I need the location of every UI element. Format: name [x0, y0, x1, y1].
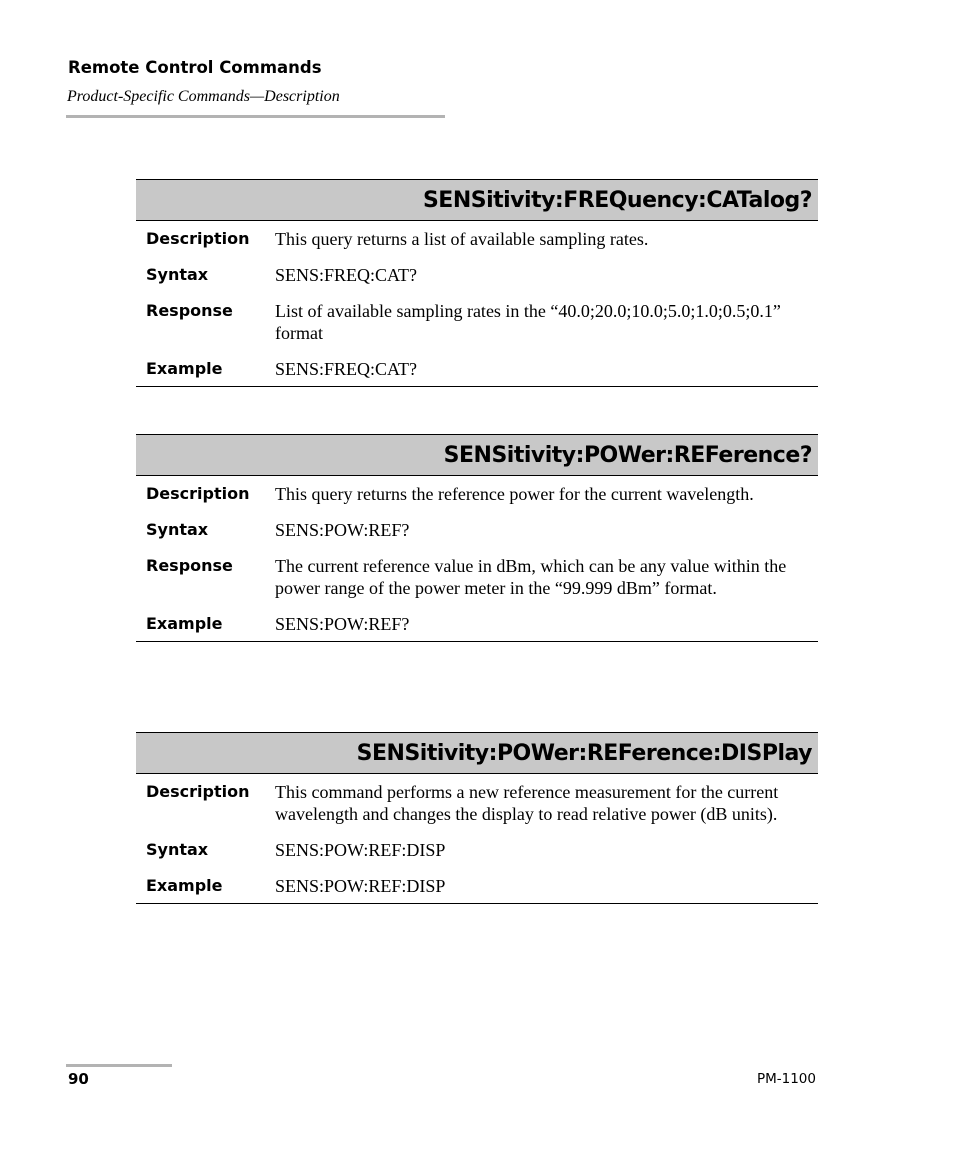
running-header-subtitle: Product-Specific Commands—Description [67, 88, 340, 105]
command-block-power-reference [136, 434, 818, 642]
description-row [136, 228, 818, 250]
page-number: 90 [68, 1070, 89, 1088]
row-value: List of available sampling rates in the “40.0;20.0;10.0;5.0;1.0;0.5;0.1” format [275, 301, 781, 343]
header-rule [66, 115, 445, 118]
command-block-freq-catalog [136, 179, 818, 387]
command-title: SENSitivity:FREQuency:CATalog? [136, 179, 818, 221]
row-label: Description [146, 782, 250, 801]
command-title: SENSitivity:POWer:REFerence:DISPlay [136, 732, 818, 774]
row-value: This command performs a new reference measurement for the current wavelength and changes the display to read relative power (dB units). [275, 782, 779, 824]
row-value: SENS:POW:REF? [275, 520, 410, 540]
row-value: SENS:FREQ:CAT? [275, 359, 418, 379]
description-row [136, 483, 818, 505]
row-value: SENS:POW:REF:DISP [275, 840, 446, 860]
response-row [136, 300, 818, 344]
row-label: Description [146, 484, 250, 503]
response-row [136, 555, 818, 599]
example-row [136, 613, 818, 635]
syntax-row [136, 519, 818, 541]
example-row [136, 358, 818, 380]
example-row [136, 875, 818, 897]
row-value: SENS:POW:REF:DISP [275, 876, 446, 896]
row-label: Example [146, 876, 223, 895]
row-value: The current reference value in dBm, which can be any value within the power range of the power meter in the “99.999 dBm” format. [275, 556, 787, 598]
command-title: SENSitivity:POWer:REFerence? [136, 434, 818, 476]
row-value: This query returns the reference power for the current wavelength. [275, 484, 754, 504]
row-label: Response [146, 556, 233, 575]
row-label: Syntax [146, 520, 209, 539]
row-label: Response [146, 301, 233, 320]
description-row [136, 781, 818, 825]
running-header-title: Remote Control Commands [68, 58, 322, 77]
command-details [136, 774, 818, 904]
command-details [136, 221, 818, 387]
row-value: SENS:POW:REF? [275, 614, 410, 634]
syntax-row [136, 264, 818, 286]
row-label: Syntax [146, 840, 209, 859]
syntax-row [136, 839, 818, 861]
footer-rule [66, 1064, 172, 1067]
row-value: SENS:FREQ:CAT? [275, 265, 418, 285]
product-name: PM-1100 [756, 1071, 816, 1087]
command-details [136, 476, 818, 642]
row-label: Syntax [146, 265, 209, 284]
row-label: Example [146, 614, 223, 633]
row-label: Example [146, 359, 223, 378]
row-value: This query returns a list of available sampling rates. [275, 229, 649, 249]
command-block-power-reference-display [136, 732, 818, 904]
row-label: Description [146, 229, 250, 248]
